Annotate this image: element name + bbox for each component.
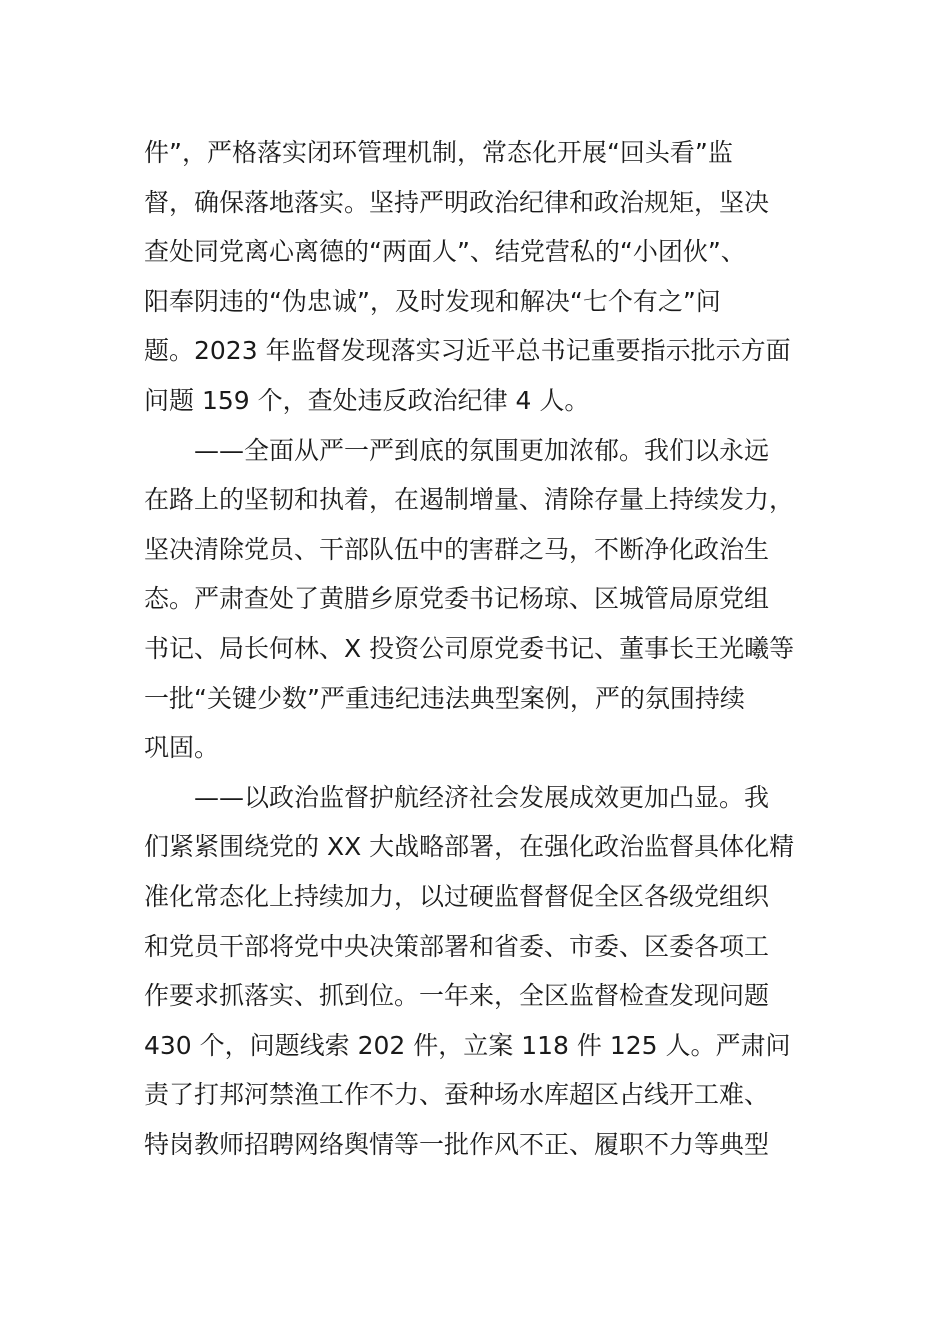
paragraph-first-line: ——以政治监督护航经济社会发展成效更加凸显。我: [194, 782, 770, 812]
paragraph-first-line: ——全面从严一严到底的氛围更加浓郁。我们以永远: [194, 435, 770, 465]
text-line: 和党员干部将党中央决策部署和省委、市委、区委各项工: [144, 931, 770, 961]
text-line: 责了打邦河禁渔工作不力、蚕种场水库超区占线开工难、: [144, 1080, 770, 1110]
body-text: [144, 128, 814, 1169]
text-line: 坚决清除党员、干部队伍中的害群之马，不断净化政治生: [144, 534, 770, 564]
text-line: 作要求抓落实、抓到位。一年来，全区监督检查发现问题: [144, 981, 770, 1011]
text-line: 件”，严格落实闭环管理机制，常态化开展“回头看”监: [144, 138, 733, 167]
text-line: 在路上的坚韧和执着，在遏制增量、清除存量上持续发力，: [144, 485, 795, 515]
text-line: 题。2023 年监督发现落实习近平总书记重要指示批示方面: [144, 336, 791, 366]
text-line: 阳奉阴违的“伪忠诚”，及时发现和解决“七个有之”问: [144, 286, 721, 316]
text-line: 巩固。: [144, 733, 220, 763]
text-line: 问题 159 个，查处违反政治纪律 4 人。: [144, 385, 590, 415]
text-line: 态。严肃查处了黄腊乡原党委书记杨琼、区城管局原党组: [144, 584, 770, 614]
text-line: 督，确保落地落实。坚持严明政治纪律和政治规矩，坚决: [144, 187, 770, 217]
text-line: 一批“关键少数”严重违纪违法典型案例，严的氛围持续: [144, 683, 745, 713]
text-line: 430 个，问题线索 202 件，立案 118 件 125 人。严肃问: [144, 1030, 791, 1060]
text-line: 们紧紧围绕党的 XX 大战略部署，在强化政治监督具体化精: [144, 832, 795, 862]
text-line: 查处同党离心离德的“两面人”、结党营私的“小团伙”、: [144, 237, 746, 267]
text-line: 特岗教师招聘网络舆情等一批作风不正、履职不力等典型: [144, 1129, 770, 1159]
text-line: 书记、局长何林、X 投资公司原党委书记、董事长王光曦等: [144, 633, 795, 663]
text-line: 准化常态化上持续加力，以过硬监督督促全区各级党组织: [144, 881, 770, 911]
